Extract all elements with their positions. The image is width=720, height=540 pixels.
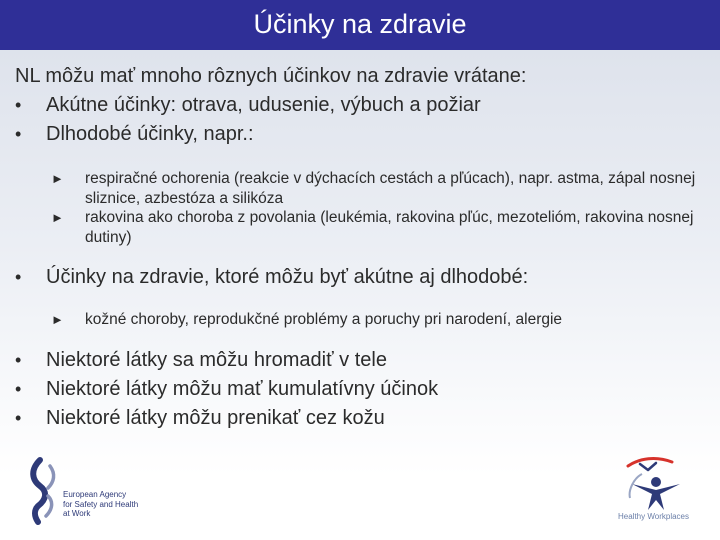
list-item — [15, 346, 715, 375]
main-bullet-list — [15, 91, 715, 149]
agency-name: European Agency for Safety and Health at Work — [63, 490, 139, 518]
arrow-bullet-icon: ► — [51, 312, 64, 327]
list-item — [15, 120, 715, 149]
campaign-name: Healthy Workplaces — [618, 512, 689, 521]
agency-emblem-icon — [26, 456, 66, 526]
healthy-workplaces-figure-icon — [612, 454, 702, 512]
list-item — [49, 169, 715, 208]
bullet-text: Akútne účinky: otrava, udusenie, výbuch a požiar — [46, 94, 481, 116]
bullet-text: Účinky na zdravie, ktoré môžu byť akútne aj dlhodobé: — [46, 266, 529, 288]
bullet-icon: • — [15, 349, 22, 370]
long-term-effects-list — [49, 169, 715, 247]
sub-item-text: respiračné ochorenia (reakcie v dýchacích cestách a pľúcach), napr. astma, zápal nosnej sliznice, azbestóza a silikóza — [85, 170, 696, 207]
bullet-text: Niektoré látky sa môžu hromadiť v tele — [46, 348, 387, 371]
intro-text: NL môžu mať mnoho rôznych účinkov na zdravie vrátane: — [15, 65, 527, 87]
list-item — [15, 375, 715, 404]
bullet-text: Dlhodobé účinky, napr.: — [46, 123, 254, 145]
bullet-icon: • — [15, 378, 22, 399]
healthy-workplaces-logo — [612, 454, 702, 529]
slide-body — [15, 62, 715, 433]
sub-item-text: rakovina ako choroba z povolania (leukémia, rakovina pľúc, mezotelióm, rakovina nosnej dutiny) — [85, 209, 694, 246]
slide-title: Účinky na zdravie — [0, 0, 720, 50]
combined-effects-list — [15, 263, 715, 292]
list-item — [49, 310, 715, 330]
bullet-text: Niektoré látky môžu prenikať cez kožu — [46, 406, 385, 429]
list-item — [49, 208, 715, 247]
bullet-icon: • — [15, 95, 22, 115]
list-item — [15, 404, 715, 433]
list-item — [15, 91, 715, 120]
agency-logo — [26, 456, 176, 528]
bullet-icon: • — [15, 267, 22, 287]
list-item — [15, 263, 715, 292]
bullet-icon: • — [15, 407, 22, 428]
arrow-bullet-icon: ► — [51, 210, 64, 225]
arrow-bullet-icon: ► — [51, 171, 64, 186]
sub-item-text: kožné choroby, reprodukčné problémy a poruchy pri narodení, alergie — [85, 311, 563, 328]
combined-effects-sublist — [49, 310, 715, 330]
bullet-text: Niektoré látky môžu mať kumulatívny účinok — [46, 377, 439, 400]
bullet-icon: • — [15, 124, 22, 144]
final-bullet-list — [15, 346, 715, 433]
